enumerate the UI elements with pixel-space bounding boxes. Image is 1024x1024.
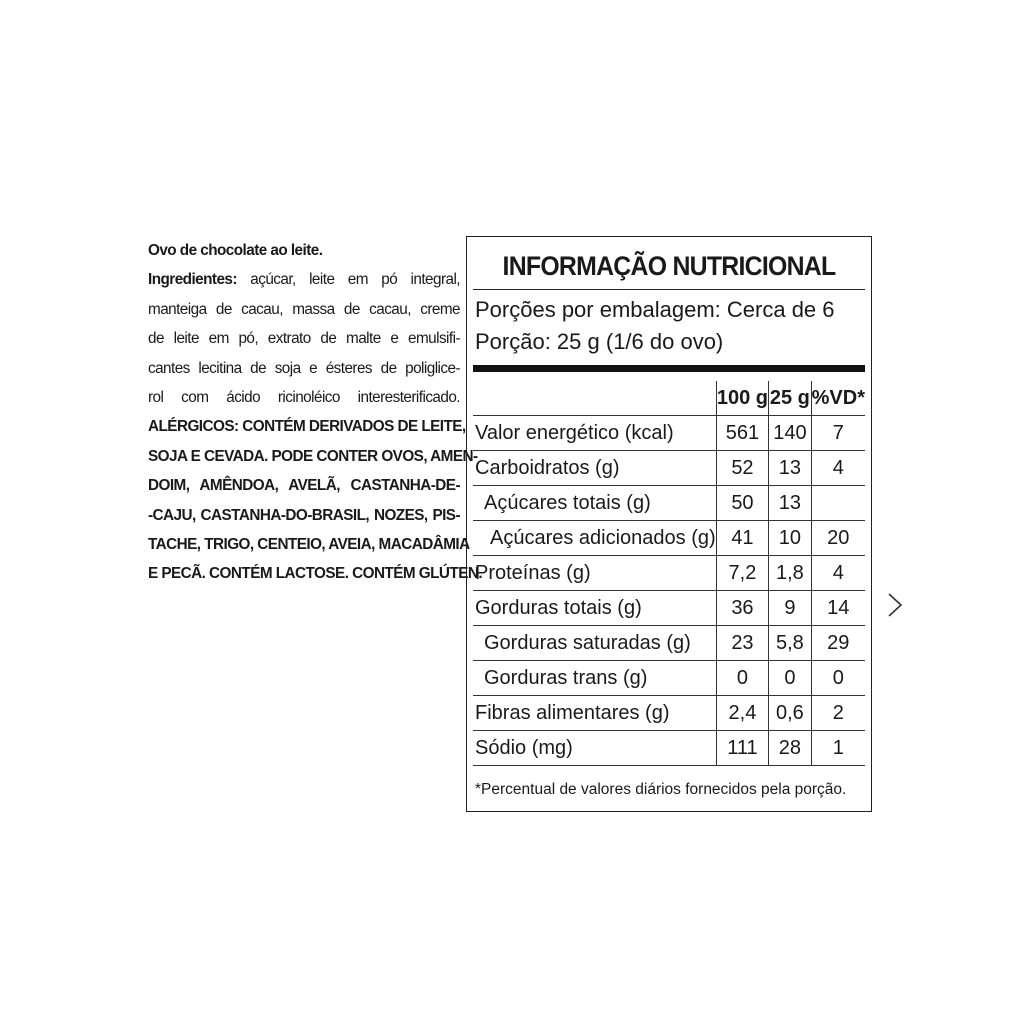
- nutrient-name: Fibras alimentares (g): [473, 696, 716, 731]
- ingredient-line: de leite em pó, extrato de malte e emulsifi-: [148, 330, 460, 348]
- value-100g: 23: [716, 626, 769, 661]
- chevron-right-icon[interactable]: [884, 590, 906, 620]
- ingredients-first-line: [148, 265, 460, 294]
- nutrient-name: Sódio (mg): [473, 731, 716, 766]
- value-25g: 13: [769, 451, 811, 486]
- table-row: [473, 521, 865, 556]
- table-row: [473, 556, 865, 591]
- nutrient-name: Gorduras saturadas (g): [473, 626, 716, 661]
- value-100g: 52: [716, 451, 769, 486]
- nutrient-name: Gorduras totais (g): [473, 591, 716, 626]
- value-100g: 50: [716, 486, 769, 521]
- nutrient-name: Açúcares adicionados (g): [473, 521, 716, 556]
- ingredient-line: açúcar, leite em pó integral,: [250, 271, 460, 289]
- nutrition-table-body: [473, 416, 865, 766]
- serving-size: Porção: 25 g (1/6 do ovo): [475, 329, 724, 354]
- table-row: [473, 626, 865, 661]
- nutrient-name: Valor energético (kcal): [473, 416, 716, 451]
- servings-per-package: Porções por embalagem: Cerca de 6: [475, 297, 835, 322]
- value-100g: 7,2: [716, 556, 769, 591]
- value-25g: 0,6: [769, 696, 811, 731]
- table-row: [473, 451, 865, 486]
- column-header-25g: 25 g: [769, 381, 811, 416]
- table-row: [473, 731, 865, 766]
- allergen-line: SOJA E CEVADA. PODE CONTER OVOS, AMEN-: [148, 447, 478, 465]
- thick-divider: [473, 365, 865, 372]
- table-row: [473, 416, 865, 451]
- value-100g: 561: [716, 416, 769, 451]
- footnote: *Percentual de valores diários fornecidos pela porção.: [475, 781, 847, 798]
- column-header-100g: 100 g: [716, 381, 769, 416]
- value-25g: 13: [769, 486, 811, 521]
- value-vd: 29: [811, 626, 865, 661]
- column-header-nutrient: [473, 381, 716, 416]
- table-header-row: [473, 381, 865, 416]
- allergen-line: DOIM, AMÊNDOA, AVELÃ, CASTANHA-DE-: [148, 477, 460, 495]
- nutrient-name: Proteínas (g): [473, 556, 716, 591]
- value-vd: 4: [811, 451, 865, 486]
- allergen-line: ALÉRGICOS: CONTÉM DERIVADOS DE LEITE,: [148, 418, 466, 436]
- nutrition-title: INFORMAÇÃO NUTRICIONAL: [502, 251, 836, 281]
- ingredients-label: Ingredientes:: [148, 271, 237, 289]
- value-vd: 7: [811, 416, 865, 451]
- value-100g: 0: [716, 661, 769, 696]
- value-vd: 2: [811, 696, 865, 731]
- value-25g: 140: [769, 416, 811, 451]
- ingredient-line: rol com ácido ricinoléico interesterificado.: [148, 389, 460, 407]
- value-vd: [811, 486, 865, 521]
- value-vd: 20: [811, 521, 865, 556]
- table-row: [473, 661, 865, 696]
- value-100g: 2,4: [716, 696, 769, 731]
- chevron-right-icon-stroke: [889, 594, 901, 616]
- table-row: [473, 591, 865, 626]
- value-vd: 14: [811, 591, 865, 626]
- value-vd: 0: [811, 661, 865, 696]
- nutrient-name: Açúcares totais (g): [473, 486, 716, 521]
- column-header-vd: %VD*: [811, 381, 865, 416]
- value-25g: 5,8: [769, 626, 811, 661]
- value-100g: 41: [716, 521, 769, 556]
- nutrient-name: Carboidratos (g): [473, 451, 716, 486]
- value-vd: 4: [811, 556, 865, 591]
- value-25g: 1,8: [769, 556, 811, 591]
- ingredients-panel: [148, 236, 483, 589]
- value-25g: 0: [769, 661, 811, 696]
- nutrient-name: Gorduras trans (g): [473, 661, 716, 696]
- title-divider: [473, 289, 865, 290]
- table-row: [473, 696, 865, 731]
- ingredient-line: cantes lecitina de soja e ésteres de poliglice-: [148, 359, 460, 377]
- nutrition-facts-panel: [466, 236, 872, 812]
- ingredient-line: manteiga de cacau, massa de cacau, creme: [148, 300, 460, 318]
- value-25g: 10: [769, 521, 811, 556]
- nutrition-table: [473, 381, 865, 766]
- allergen-line: -CAJU, CASTANHA-DO-BRASIL, NOZES, PIS-: [148, 506, 460, 524]
- allergen-line: TACHE, TRIGO, CENTEIO, AVEIA, MACADÂMIA: [148, 536, 470, 554]
- allergen-line: E PECÃ. CONTÉM LACTOSE. CONTÉM GLÚTEN.: [148, 565, 483, 583]
- table-row: [473, 486, 865, 521]
- value-25g: 28: [769, 731, 811, 766]
- product-name: Ovo de chocolate ao leite.: [148, 242, 323, 259]
- value-25g: 9: [769, 591, 811, 626]
- value-100g: 111: [716, 731, 769, 766]
- value-vd: 1: [811, 731, 865, 766]
- value-100g: 36: [716, 591, 769, 626]
